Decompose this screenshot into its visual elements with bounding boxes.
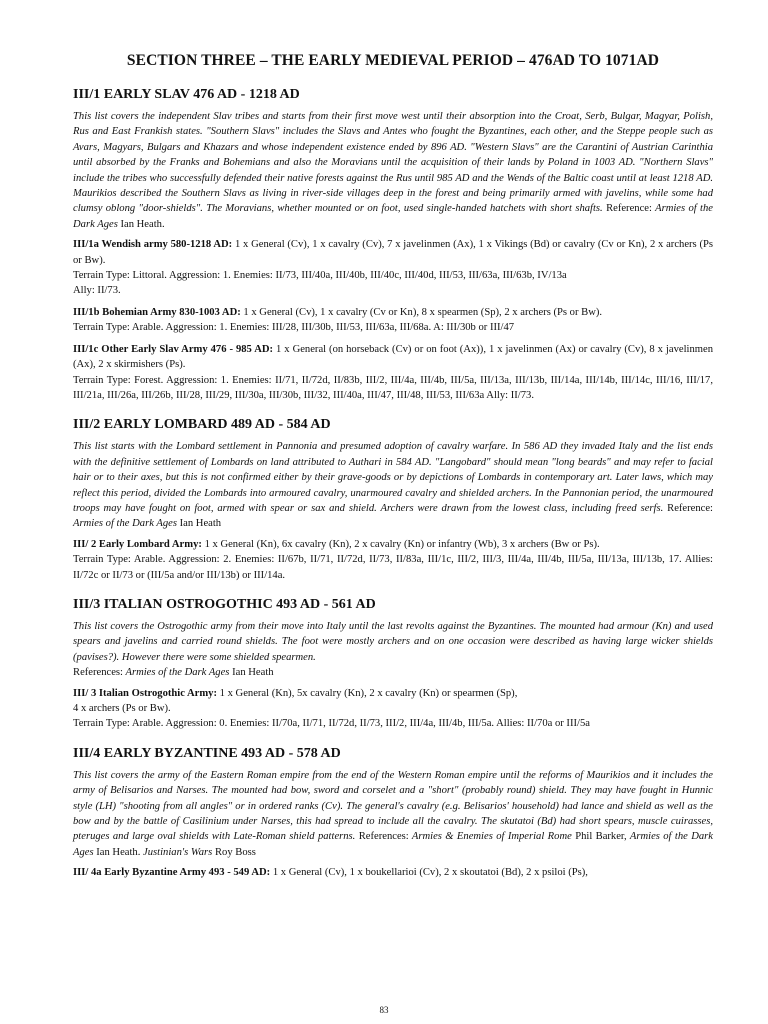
army-ally-line: Ally: II/73. <box>73 285 121 297</box>
reference-title: Armies of the Dark Ages <box>73 203 713 230</box>
army-heading: III/1c Other Early Slav Army 476 - 985 AD: <box>73 343 274 355</box>
section-heading: III/2 EARLY LOMBARD 489 AD - 584 AD <box>73 417 331 433</box>
section-heading: III/4 EARLY BYZANTINE 493 AD - 578 AD <box>73 745 341 761</box>
army-terrain-line: Terrain Type: Arable. Aggression: 1. Enemies: III/28, III/30b, III/53, III/63a, III/68a. A: III/30b or III/47 <box>73 322 515 334</box>
army-terrain-line: Terrain Type: Arable. Aggression: 2. Enemies: II/67b, II/71, II/72d, II/73, II/83a, III/1c, III/2, III/3, III/4a, III/4b, III/5a, III/13a, III/13b, 17. Allies: II/72c or II/73 or (III/5a and/or III/13b) or III/14a. <box>73 554 713 581</box>
army-composition: 1 x General (Kn), 6x cavalry (Kn), 2 x cavalry (Kn) or infantry (Wb), 3 x archers (Bw or Ps). <box>204 538 600 550</box>
page-content <box>73 52 713 887</box>
section-intro: This list starts with the Lombard settlement in Pannonia and presumed adoption of cavalry warfare. In 586 AD they invaded Italy and the list ends with the definitive settlement of Lombards on land attributed to Authari in 584 AD. "Langobard" should mean "long beards" and may refer to facial hair or to their axes, but this is not confirmed either by their grave-goods or by depictions of Lombards in contemporary art. Later laws, which may reflect this period, divided the Lombards into armoured cavalry, unarmoured cavalry and shielded archers. In the Pannonian period, the unarmoured troops may have fought on foot, armed with spear or sax and shield. Archers were drawn from the lowest class, including freed serfs. Reference: Armies of the Dark Ages Ian Heath <box>73 441 713 530</box>
army-list-entry <box>73 305 713 336</box>
reference-title: Armies of the Dark Ages <box>73 518 177 530</box>
reference-label: References: <box>73 667 123 679</box>
section-early-slav <box>73 87 713 403</box>
reference-title: Armies of the Dark Ages <box>73 831 713 858</box>
army-list-entry <box>73 865 713 880</box>
reference-author: Ian Heath. <box>120 218 165 230</box>
page-title: SECTION THREE – THE EARLY MEDIEVAL PERIOD – 476AD TO 1071AD <box>126 52 660 69</box>
army-heading: III/ 4a Early Byzantine Army 493 - 549 AD: <box>73 867 271 879</box>
reference-label: References: <box>358 831 409 843</box>
reference-title: Armies & Enemies of Imperial Rome <box>411 831 572 843</box>
section-intro: This list covers the Ostrogothic army from their move into Italy until the last revolts against the Byzantines. The mounted had armour (Kn) and used spears and javelins and carried round shields. The foot were mostly archers and on one occasion were described as having large wicker shields (pavises?). However there were some shielded spearmen. References: Armies of the Dark Ages Ian Heath <box>73 620 713 679</box>
section-early-byzantine <box>73 746 713 881</box>
section-heading: III/1 EARLY SLAV 476 AD - 1218 AD <box>73 87 300 102</box>
reference-author: Ian Heath. <box>96 846 141 858</box>
reference-label: Reference: <box>606 203 652 215</box>
section-heading: III/3 ITALIAN OSTROGOTHIC 493 AD - 561 AD <box>73 596 376 612</box>
army-list-entry <box>73 686 713 732</box>
reference-author: Ian Heath <box>179 518 222 530</box>
reference-title: Justinian's Wars <box>143 846 213 858</box>
army-heading: III/ 2 Early Lombard Army: <box>73 538 202 550</box>
section-intro: This list covers the independent Slav tribes and starts from their first move west until their absorption into the Croat, Serb, Bulgar, Magyar, Polish, Rus and East Frankish states. "Southern Slavs" includes the Slavs and Antes who fought the Byzantines, each other, and the Steppe people such as Avars, Magyars, Bulgars and Khazars and whose independent existence ended by 896 AD. "Western Slavs" are the Carantini of Austrian Carinthia until absorbed by the Franks and Bohemians and also the Moravians until the acquisition of their lands by Poland in 1003 AD. "Northern Slavs" include the tribes who successfully defended their native forests against the Rus until 985 AD and the Wends of the Baltic coast until at least 1218 AD. Maurikios described the Southern Slavs as living in river-side villages deep in the forest and being primarily armed with javelins, while some had clumsy oblong "door-shields". The Moravians, whether mounted or on foot, used single-handed hatchets with short shafts. Reference: Armies of the Dark Ages Ian Heath. <box>73 111 713 230</box>
army-list-entry <box>73 537 713 583</box>
army-terrain-line: Terrain Type: Arable. Aggression: 0. Enemies: II/70a, II/71, II/72d, II/73, III/2, III/4a, III/4b, III/5a. Allies: II/70a or III/5a <box>73 718 590 730</box>
army-heading: III/ 3 Italian Ostrogothic Army: <box>73 687 217 699</box>
reference-author: Phil Barker, <box>575 831 627 843</box>
army-heading: III/1b Bohemian Army 830-1003 AD: <box>73 306 241 318</box>
section-early-lombard <box>73 417 713 583</box>
reference-label: Reference: <box>667 502 713 514</box>
reference-title: Armies of the Dark Ages <box>125 667 230 679</box>
army-list-entry <box>73 342 713 404</box>
reference-author: Roy Boss <box>214 846 256 858</box>
army-composition: 1 x General (Cv), 1 x cavalry (Cv), 7 x javelinmen (Ax), 1 x Vikings (Bd) or cavalry (Cv or Kn), 2 x archers (Ps or Bw). <box>73 239 713 266</box>
army-composition-cont: 4 x archers (Ps or Bw). <box>73 703 171 714</box>
army-composition: 1 x General (on horseback (Cv) or on foot (Ax)), 1 x javelinmen (Ax) or cavalry (Cv), 8 x javelinmen (Ax), 2 x skirmishers (Ps). <box>73 343 713 371</box>
reference-author: Ian Heath <box>232 667 274 679</box>
army-list-entry <box>73 237 713 299</box>
army-terrain-line: Terrain Type: Forest. Aggression: 1. Enemies: II/71, II/72d, II/83b, III/2, III/4a, III/4b, III/5a, III/13a, III/13b, III/14a, III/14b, III/14c, III/16, III/17, III/21a, III/26a, III/26b, III/28, III/29, III/30a, III/30b, III/32, III/40a, III/47, III/48, III/53, III/63a Ally: II/73. <box>73 374 713 401</box>
section-italian-ostrogothic <box>73 597 713 732</box>
section-intro: This list covers the army of the Eastern Roman empire from the end of the Western Roman empire until the reforms of Maurikios and it includes the army of Belisarios and Narses. The mounted had bow, sword and corselet and a "short" (probably round) shield. They may have fought in Hunnic style (LH) "shooting from all angles" or in ordered ranks (Cv). The general's cavalry (e.g. Belisarios' household) had lance and shield as well as the bow and by the battle of Casilinium under Narses, this had spread to include all the cavalry. The skutatoi (Bd) had short spears, muscle cuirasses, pteruges and large oval shields with Late-Roman shield patterns. References: Armies & Enemies of Imperial Rome Phil Barker, Armies of the Dark Ages Ian Heath. Justinian's Wars Roy Boss <box>73 769 713 858</box>
army-composition: 1 x General (Cv), 1 x boukellarioi (Cv), 2 x skoutatoi (Bd), 2 x psiloi (Ps), <box>272 867 588 879</box>
army-heading: III/1a Wendish army 580-1218 AD: <box>73 239 233 251</box>
page-number: 83 <box>379 1005 389 1015</box>
army-composition: 1 x General (Kn), 5x cavalry (Kn), 2 x cavalry (Kn) or spearmen (Sp), <box>217 687 518 699</box>
army-terrain-line: Terrain Type: Littoral. Aggression: 1. Enemies: II/73, III/40a, III/40b, III/40c, III/40d, III/53, III/63a, III/63b, IV/13a <box>73 270 567 282</box>
army-composition: 1 x General (Cv), 1 x cavalry (Cv or Kn), 8 x spearmen (Sp), 2 x archers (Ps or Bw). <box>243 306 603 318</box>
